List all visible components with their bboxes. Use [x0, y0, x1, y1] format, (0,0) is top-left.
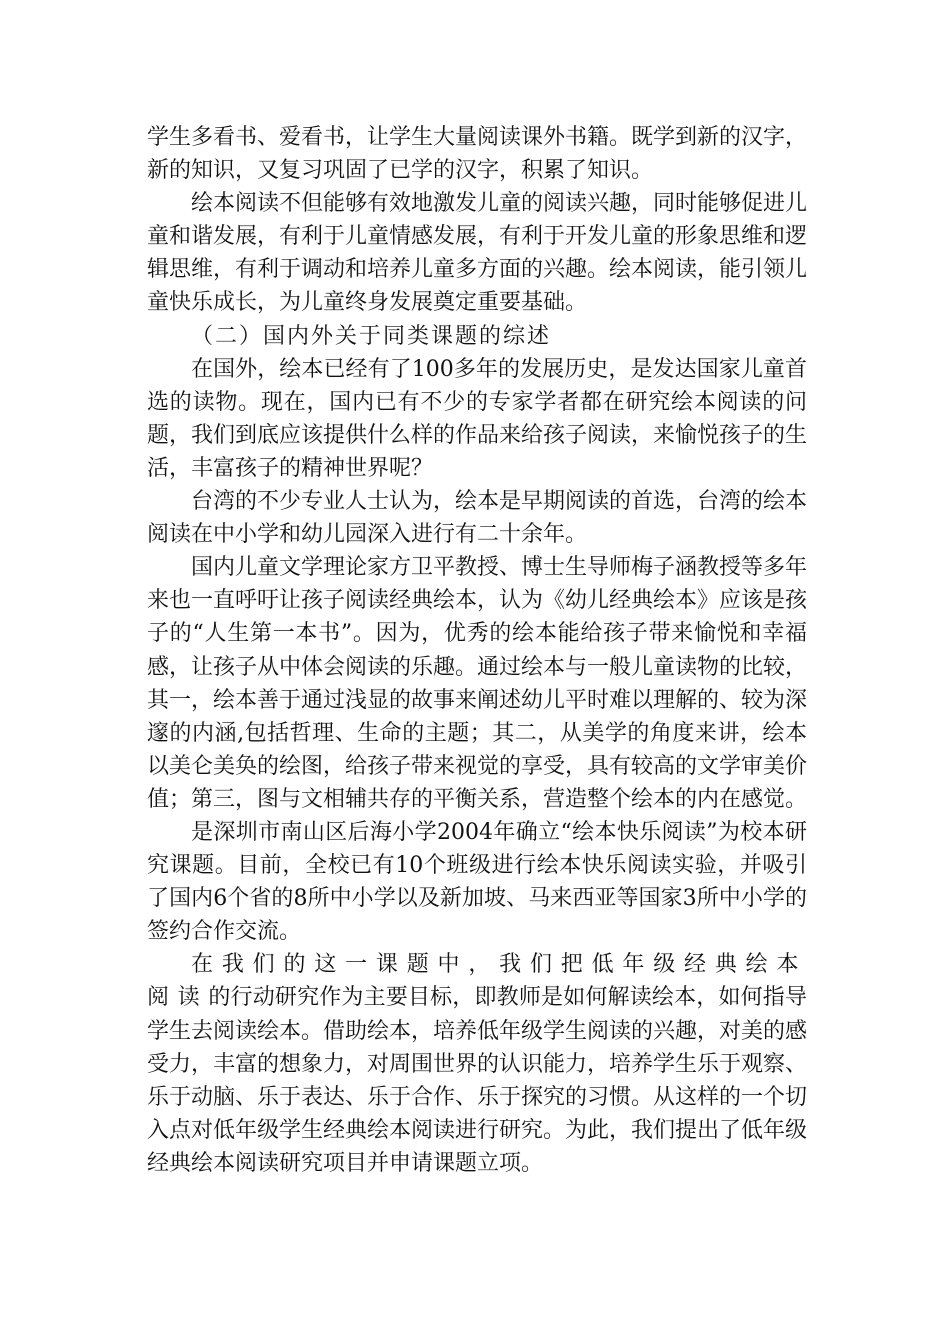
paragraph-taiwan: 台湾的不少专业人士认为，绘本是早期阅读的首选，台湾的绘本阅读在中小学和幼儿园深入进行有二十余年。: [147, 489, 808, 548]
paragraph-this-project-lead: 在我们的这一课题中，我们把低年级经典绘本阅读: [147, 952, 807, 1011]
paragraph-this-project-rest: 的行动研究作为主要目标，即教师是如何解读绘本，如何指导学生去阅读绘本。借助绘本，培养低年级学生阅读的兴趣，对美的感受力，丰富的想象力，对周围世界的认识能力，培养学生乐于观察、乐于动脑、乐于表达、乐于合作、乐于探究的习惯。从这样的一个切入点对低年级学生经典绘本阅读进行研究。为此，我们提出了低年级经典绘本阅读研究项目并申请课题立项。: [147, 985, 808, 1176]
paragraph-this-project: [147, 948, 807, 1180]
paragraph-continuation: 学生多看书、爱看书，让学生大量阅读课外书籍。既学到新的汉字，新的知识，又复习巩固了已学的汉字，积累了知识。: [147, 125, 808, 184]
paragraph-shenzhen-school: 是深圳市南山区后海小学2004年确立“绘本快乐阅读”为校本研究课题。目前，全校已有10个班级进行绘本快乐阅读实验，并吸引了国内6个省的8所中小学以及新加坡、马来西亚等国家3所中小学的签约合作交流。: [147, 819, 807, 945]
paragraph-domestic-experts: 国内儿童文学理论家方卫平教授、博士生导师梅子涵教授等多年来也一直呼吁让孩子阅读经典绘本，认为《幼儿经典绘本》应该是孩子的“人生第一本书”。因为，优秀的绘本能给孩子带来愉悦和幸福感，让孩子从中体会阅读的乐趣。通过绘本与一般儿童读物的比较，其一，绘本善于通过浅显的故事来阐述幼儿平时难以理解的、较为深邃的内涵,包括哲理、生命的主题；其二，从美学的角度来讲，绘本以美仑美奂的绘图，给孩子带来视觉的享受，具有较高的文学审美价值；第三，图与文相辅共存的平衡关系，营造整个绘本的内在感觉。: [147, 555, 808, 812]
section-heading: （二）国内外关于同类课题的综述: [191, 323, 552, 349]
paragraph-picture-book-benefits: 绘本阅读不但能够有效地激发儿童的阅读兴趣，同时能够促进儿童和谐发展，有利于儿童情感发展，有利于开发儿童的形象思维和逻辑思维，有利于调动和培养儿童多方面的兴趣。绘本阅读，能引领儿童快乐成长，为儿童终身发展奠定重要基础。: [147, 191, 808, 316]
document-body: [147, 121, 807, 1180]
paragraph-foreign-history: 在国外，绘本已经有了100多年的发展历史，是发达国家儿童首选的读物。现在，国内已有不少的专家学者都在研究绘本阅读的问题，我们到底应该提供什么样的作品来给孩子阅读，来愉悦孩子的生活，丰富孩子的精神世界呢？: [147, 356, 808, 481]
